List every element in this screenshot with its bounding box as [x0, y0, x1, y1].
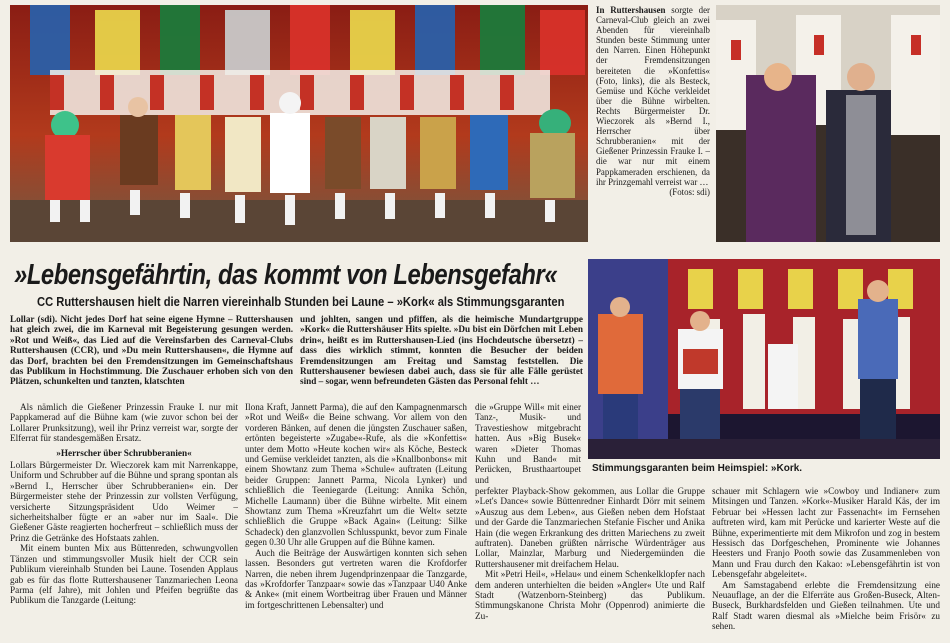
- lead-paragraph-col1: [10, 314, 293, 397]
- lead-author: Lollar (sdi).: [10, 314, 58, 324]
- photo-mayor-princess: [716, 5, 940, 242]
- lead-text-cont: und johlten, sangen und pfiffen, als die heimische Mundartgruppe »Kork« die Ruttershäuser Hits spielte. »Du bist ein Dörfchen mit Leben drin«, heißt es im Ruttershausen-Lied (ins Hochdeutsche übersetzt) – dass dies wirklich stimmt, konnten die Besucher der beiden Fremdensitzungen am Freitag und Samstag feststellen. Die Ruttershausener bewiesen dabei auch, dass sie für alle Fälle gerüstet sind – sogar, wenn befreundeten Gästen das Personal fehlt …: [300, 314, 583, 387]
- body-paragraph: Ilona Kraft, Jannett Parma), die auf den Kampagnenmarsch »Rot und Weiß« die Beine schwang. Vor allem von den vorderen Bänken, auf denen die jüngsten Zuschauer saßen, ertönten begeisterte »Zugabe«-Rufe, als die »Konfettis« unter dem Motto »Heute kochen wir« als Köche, Besteck und Gemüse verkleidet tanzten, als die »Knallbonbons« mit einem Showtanz zum Thema »Schule« auftraten (Leitung beider Gruppen: Jannett Parma, Nicola Lynker) und schließlich die Teeniegarde (Leitung: Annika Schön, Michelle Laumann) über die Bühne wirbelte. Mit einem Showtanz zum Thema »Kreuzfahrt um die Welt« setzte schließlich die Gruppe »Back Again« (Leitung: Silke Schadeck) den glanzvollen Schlusspunkt, bevor zum Finale gegen 0.30 Uhr alle Gruppen auf die Bühne kamen.: [245, 402, 467, 548]
- body-paragraph: Am Samstagabend erlebte die Fremdensitzung eine Neuauflage, an der die Elferräte aus Großen-Buseck, Alten-Buseck, Burkhardsfelden und Gießen teilnahmen. Ute und Ralf Stadt waren diesmal als »Mielche beim Frisör« zu sehen.: [712, 579, 940, 632]
- body-paragraph: Mit einem bunten Mix aus Büttenreden, schwungvollen Tänzen und stimmungsvoller Musik hielt der CCR sein Publikum viereinhalb Stunden bei Laune. Tosenden Applaus gab es für das flotte Ruttershausener Tanzmariechen Leona Parma (elf Jahre), mit Johlen und Pfeifen begrüßte das Publikum die Tanzgarde (Leitung:: [10, 543, 238, 606]
- body-paragraph: schauer mit Schlagern wie »Cowboy und Indianer« zum Mitsingen und Tanzen. »Kork«-Musiker Harald Käs, der im Februar bei »Hessen lacht zur Fassenacht« im Fernsehen auftreten wird, kam mit Perücke und karierter Weste auf die Bühne, experimentierte mit dem Mikrofon und zog in bestem Hessisch das Dorfgeschehen, Prominente wie Johannes Heesters und Franjo Pooth sowie das Zusammenleben von Mann und Frau durch den Kakao: »Lebensgefährtin ist von Lebensgefahr abgeleitet«.: [712, 486, 940, 580]
- body-paragraph: Lollars Bürgermeister Dr. Wieczorek kam mit Narrenkappe, Uniform und Schrubber auf die Bühne und sprang spontan als »Bernd I., Herrscher über Schrubberanien« ein. Der Bürgermeister stehe der Prinzessin zur vollsten Verfügung, versicherte Sitzungspräsident Udo Weimer – sicherheitshalber fügte er an »aber nur im Saal«. Die Gießener Gäste reagierten hocherfreut – schließlich muss der Prinz die Getränke des Hofstaats zahlen.: [10, 460, 238, 543]
- body-paragraph: Als nämlich die Gießener Prinzessin Frauke I. nur mit Pappkamerad auf die Bühne kam (wie zuvor schon bei der Lollarer Prunksitzung), weil ihr Prinz verreist war, sorgte der Elferrat für standesgemäßen Ersatz.: [10, 402, 238, 444]
- sidebar-heading: In Ruttershausen: [596, 5, 666, 15]
- sidebar-photo-text: [596, 5, 710, 242]
- body-column-2: [245, 402, 467, 640]
- body-paragraph: perfekter Playback-Show gekommen, aus Lollar die Gruppe »Let's Dance« sowie Büttenredner Einhardt Dörr mit seinem »Auszug aus dem Leben«, aus Gießen neben dem Hofstaat und der Garde die Tanzmariechen Stefanie Fischer und Anika Hain (die wegen Erkrankung des dritten Mariechens zu zweit auftraten). Daneben grüßten närrische Würdenträger aus Lollar, Mainzlar, Marburg und Niedergemünden die Ruttershausener mit dreifachem Helau.: [475, 486, 705, 569]
- article-headline: »Lebensgefährtin, das kommt von Lebensgefahr«: [14, 259, 558, 291]
- body-column-1: [10, 402, 238, 640]
- photo-credit: (Fotos: sdi): [669, 186, 710, 197]
- lead-paragraph-col2: [300, 314, 583, 397]
- body-paragraph: Mit »Petri Heil«, »Helau« und einem Schenkelklopfer nach dem anderen unterhielten die beiden »Angler« Ute und Ralf Stadt (Watzenborn-Steinberg) das Publikum. Stimmungskanone Christa Mohr (Oppenrod) animierte die Zu-: [475, 569, 705, 621]
- photo-band-kork: [588, 259, 940, 459]
- body-paragraph: die »Gruppe Will« mit einer Tanz-, Musik- und Travestieshow mitgebracht hatten. Aus »Big Busek« waren »Dieter Thomas Kuhn und Band« mit Perücken, Brusthaartoupet und: [475, 402, 581, 485]
- body-column-3: [475, 486, 705, 640]
- lead-text: Nicht jedes Dorf hat seine eigene Hymne – Ruttershausen hat gleich zwei, die im Karneval mit Begeisterung gesungen werden. »Rot und Weiß«, das Lied auf die Vereinsfarben des Carneval-Clubs Ruttershausen (CCR), und »Du mein Ruttershausen«, die Hymne auf das Dorf, brachten bei den Fremdensitzungen im Gemeinschaftshaus das Publikum in Hochstimmung. Die Zuschauer erhoben sich von den Plätzen, schunkelten und tanzten, klatschten: [10, 314, 293, 387]
- photo-konfettis-dance: [10, 5, 588, 242]
- sidebar-body: sorgte der Carneval-Club gleich an zwei Abenden für viereinhalb Stunden beste Stimmung unter den Narren. Einen Höhepunkt der Fremdensitzungen bereiteten die »Konfettis« (Foto, links), die als Besteck, Gemüse und Köche verkleidet über die Bühne wirbelten. Rechts Bürgermeister Dr. Wieczorek als »Bernd I., Herrscher über Schrubberanien« mit der Gießener Prinzessin Frauke I. – die war nur mit einem Pappkameraden erschienen, da ihr Prinzgemahl verreist war …: [596, 5, 710, 187]
- body-subheading: »Herrscher über Schrubberanien«: [56, 447, 192, 458]
- article-subheadline: CC Ruttershausen hielt die Narren viereinhalb Stunden bei Laune – »Kork« als Stimmungsgaranten: [37, 294, 565, 309]
- body-column-4: [712, 486, 940, 640]
- body-column-3-top: [475, 402, 581, 486]
- body-paragraph: Auch die Beiträge der Auswärtigen konnten sich sehen lassen. Besonders gut vertreten waren die Krofdorfer Narren, die neben ihrem Jugendprinzenpaar die Tanzgarde, das »Krofdorfer Tanzpaar« sowie das »Tanzpaar U40 Anke & Anke« (mit einem Wortbeitrag über Frauen und Männer im fortgeschrittenen Lebensalter) und: [245, 547, 467, 610]
- photo-caption: Stimmungsgaranten beim Heimspiel: »Kork.: [592, 463, 803, 474]
